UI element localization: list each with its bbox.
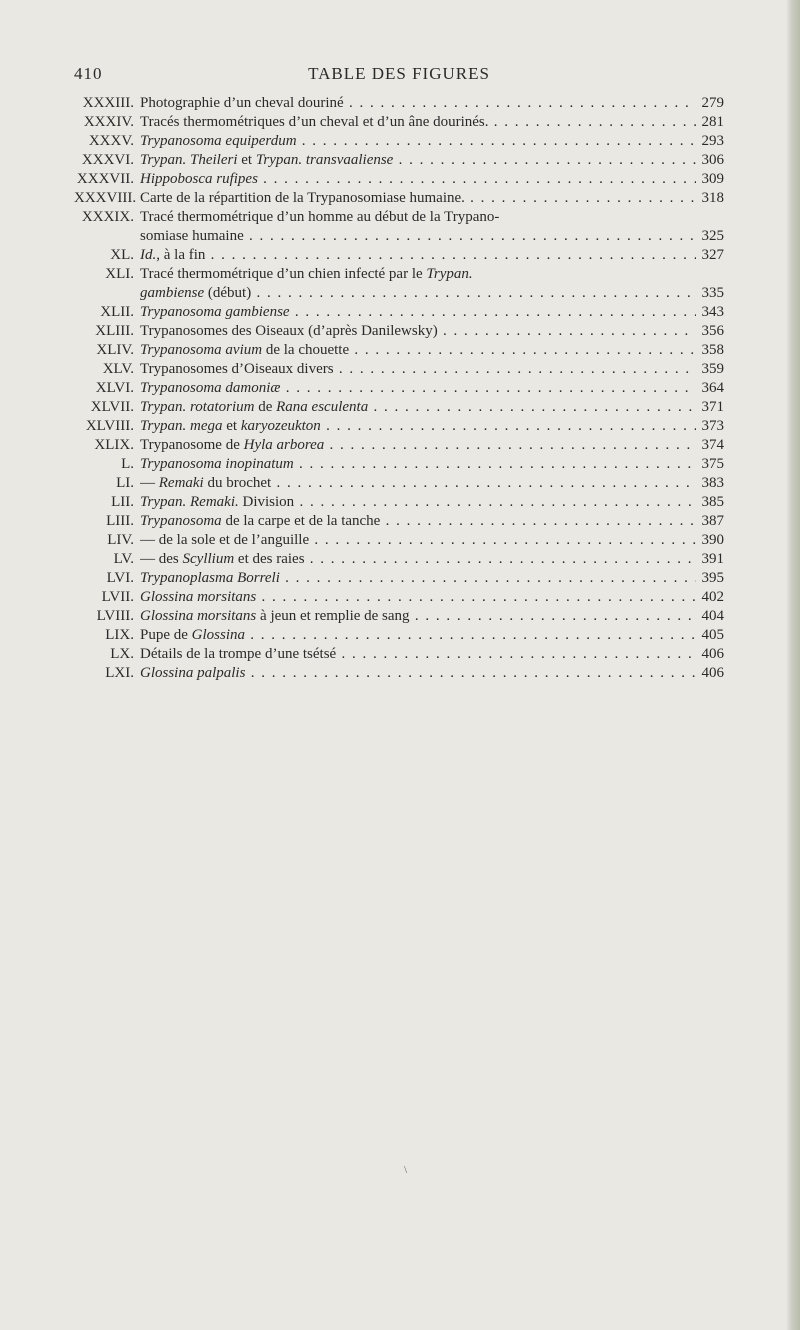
figure-page-number: 356 [701,323,724,339]
figure-number: LIII. [106,513,134,529]
caption-segment: du brochet [203,475,272,491]
caption-segment: Hippobosca rufipes [140,171,258,187]
figure-entry [74,550,724,569]
figure-page-number: 375 [701,456,724,472]
figure-entry [74,531,724,550]
figure-caption [140,569,696,588]
figure-caption [140,113,696,132]
figure-number: LII. [111,494,134,510]
figure-number: XLII. [100,304,134,320]
figure-caption [140,227,696,246]
caption-segment: Remaki [158,475,204,491]
page-edge-shadow [786,0,800,1330]
figure-number: XXXVII. [76,171,134,187]
figure-page-number: 293 [701,133,724,149]
figure-caption [140,417,696,436]
figure-entry [74,474,724,493]
figure-page-number: 318 [701,190,724,206]
figure-number: XXXVIII. [74,190,137,206]
figure-number: XLVIII. [85,418,134,434]
figure-entry [74,607,724,626]
figure-entry [74,398,724,417]
caption-segment: Trypanosoma gambiense [140,304,290,320]
figure-number: XXXIII. [82,95,134,111]
figure-caption [140,664,696,683]
caption-segment: Pupe de [140,627,192,643]
figure-page-number: 402 [701,589,724,605]
figure-caption [140,170,696,189]
caption-segment: et [222,418,241,434]
caption-segment: Glossina morsitans [140,608,257,624]
caption-segment: somiase humaine [140,228,244,244]
caption-segment: de la carpe et de la tanche [221,513,381,529]
figure-number: LIV. [107,532,134,548]
figure-entry [74,322,724,341]
figure-entry [74,265,724,284]
figure-page-number: 406 [701,665,724,681]
caption-segment: Trypanosoma inopinatum [140,456,294,472]
figure-entry [74,569,724,588]
figure-entry [74,208,724,227]
caption-segment: Trypan. Theileri [140,152,238,168]
figure-entry [74,341,724,360]
figure-entry [74,151,724,170]
running-title: TABLE DES FIGURES [308,64,490,83]
caption-segment: Glossina palpalis [140,665,246,681]
figure-caption [140,474,696,493]
figure-caption [140,284,696,303]
figure-page-number: 405 [701,627,724,643]
figure-caption [140,436,696,455]
figure-entry [74,588,724,607]
figure-list [74,94,724,683]
figure-caption [140,379,696,398]
figure-page-number: 364 [701,380,724,396]
figure-entry [74,455,724,474]
figure-entry [74,512,724,531]
figure-caption [140,645,696,664]
caption-segment: Trypanoplasma Borreli [140,570,280,586]
figure-number: XLIX. [94,437,134,453]
figure-entry [74,170,724,189]
figure-caption [140,626,696,645]
caption-segment: Glossina [191,627,246,643]
figure-page-number: 404 [701,608,724,624]
figure-number: LVII. [101,589,134,605]
caption-segment: Trypan. Remaki. [140,494,239,510]
figure-number: LX. [110,646,134,662]
figure-page-number: 406 [701,646,724,662]
caption-segment: Rana esculenta [276,399,369,415]
figure-caption [140,550,696,569]
figure-page-number: 374 [701,437,724,453]
caption-segment: Id. [140,247,157,263]
figure-caption [140,132,696,151]
figure-entry [74,189,724,208]
figure-entry [74,132,724,151]
caption-segment: — [140,475,159,491]
caption-segment: Glossina morsitans [140,589,257,605]
caption-segment: Trypanosoma damoniæ [140,380,281,396]
caption-segment: Photographie d’un cheval douriné [140,95,344,111]
figure-page-number: 373 [701,418,724,434]
figure-number: XLIV. [96,342,134,358]
figure-page-number: 383 [701,475,724,491]
figure-page-number: 358 [701,342,724,358]
figure-page-number: 359 [701,361,724,377]
figure-number: XXXIV. [83,114,134,130]
caption-segment: Trypanosomes d’Oiseaux divers [140,361,334,377]
caption-segment: Scyllium [182,551,235,567]
caption-segment: , à la fin [156,247,206,263]
figure-number: XLVI. [95,380,134,396]
caption-segment: Trypanosoma equiperdum [140,133,297,149]
figure-caption [140,588,696,607]
figure-number: LVI. [106,570,134,586]
page-number: 410 [74,64,103,83]
figure-page-number: 387 [701,513,724,529]
figure-number: LI. [116,475,134,491]
caption-segment: karyozeukton [240,418,321,434]
figure-entry [74,360,724,379]
figure-page-number: 391 [701,551,724,567]
figure-number: LIX. [105,627,134,643]
figure-page-number: 279 [701,95,724,111]
figure-number: XLVII. [90,399,134,415]
figure-entry [74,664,724,683]
figure-caption [140,607,696,626]
figure-caption [140,94,696,113]
figure-page-number: 395 [701,570,724,586]
caption-segment: (début) [204,285,252,301]
figure-entry [74,626,724,645]
figure-page-number: 325 [701,228,724,244]
figure-page-number: 327 [701,247,724,263]
caption-segment: Division [238,494,295,510]
caption-segment: Trypan. [426,266,473,282]
figure-page-number: 335 [701,285,724,301]
figure-number: XLV. [102,361,134,377]
figure-entry [74,94,724,113]
caption-segment: Tracé thermométrique d’un chien infecté par le [140,266,427,282]
figure-caption [140,512,696,531]
figure-caption [140,341,696,360]
figure-page-number: 343 [701,304,724,320]
figure-number: XL. [110,247,134,263]
figure-page-number: 281 [701,114,724,130]
figure-caption [140,208,696,227]
caption-segment: Trypan. mega [140,418,223,434]
caption-segment: de [254,399,277,415]
figure-caption [140,531,696,550]
figure-number: LVIII. [96,608,134,624]
page-header [74,64,724,88]
figure-caption [140,322,696,341]
figure-number: L. [121,456,134,472]
caption-segment: Carte de la répartition de la Trypanosomiase humaine. [140,190,465,206]
caption-segment: — des [140,551,183,567]
figure-entry [74,113,724,132]
figure-caption [140,398,696,417]
figure-caption [140,493,696,512]
figure-entry [74,379,724,398]
caption-segment: Trypanosoma avium [140,342,263,358]
figure-caption [140,455,696,474]
figure-caption [140,303,696,322]
caption-segment: Trypanosome de [140,437,244,453]
caption-segment: de la chouette [262,342,350,358]
figure-number: XXXIX. [81,209,134,225]
figure-entry [74,645,724,664]
caption-segment: et des raies [234,551,305,567]
figure-entry [74,436,724,455]
figure-entry [74,493,724,512]
caption-segment: gambiense [140,285,205,301]
caption-segment: Trypanosoma [140,513,222,529]
figure-entry [74,303,724,322]
figure-number: XXXV. [88,133,134,149]
figure-page-number: 390 [701,532,724,548]
caption-segment: Trypanosomes des Oiseaux (d’après Danilewsky) [140,323,438,339]
caption-segment: Trypan. transvaaliense [255,152,394,168]
caption-segment: à jeun et remplie de sang [256,608,410,624]
figure-caption [140,265,696,284]
figure-number: XXXVI. [81,152,134,168]
figure-number: XLIII. [95,323,134,339]
figure-page-number: 306 [701,152,724,168]
figure-entry-continuation [74,227,724,246]
figure-caption [140,246,696,265]
stray-mark: \ [404,1164,408,1176]
caption-segment: — de la sole et de l’anguille [140,532,310,548]
caption-segment: Trypan. rotatorium [140,399,255,415]
caption-segment: Tracés thermométriques d’un cheval et d’un âne dourinés. [140,114,489,130]
figure-entry [74,417,724,436]
figure-page-number: 371 [701,399,724,415]
figure-page-number: 385 [701,494,724,510]
figure-caption [140,189,696,208]
figure-number: XLI. [105,266,134,282]
caption-segment: Hyla arborea [243,437,325,453]
caption-segment: et [237,152,256,168]
figure-number: LV. [113,551,134,567]
figure-caption [140,151,696,170]
caption-segment: Détails de la trompe d’une tsétsé [140,646,337,662]
caption-segment: Tracé thermométrique d’un homme au début de la Trypano- [140,209,500,225]
figure-number: LXI. [105,665,134,681]
figure-caption [140,360,696,379]
figure-entry-continuation [74,284,724,303]
figure-page-number: 309 [701,171,724,187]
figure-entry [74,246,724,265]
